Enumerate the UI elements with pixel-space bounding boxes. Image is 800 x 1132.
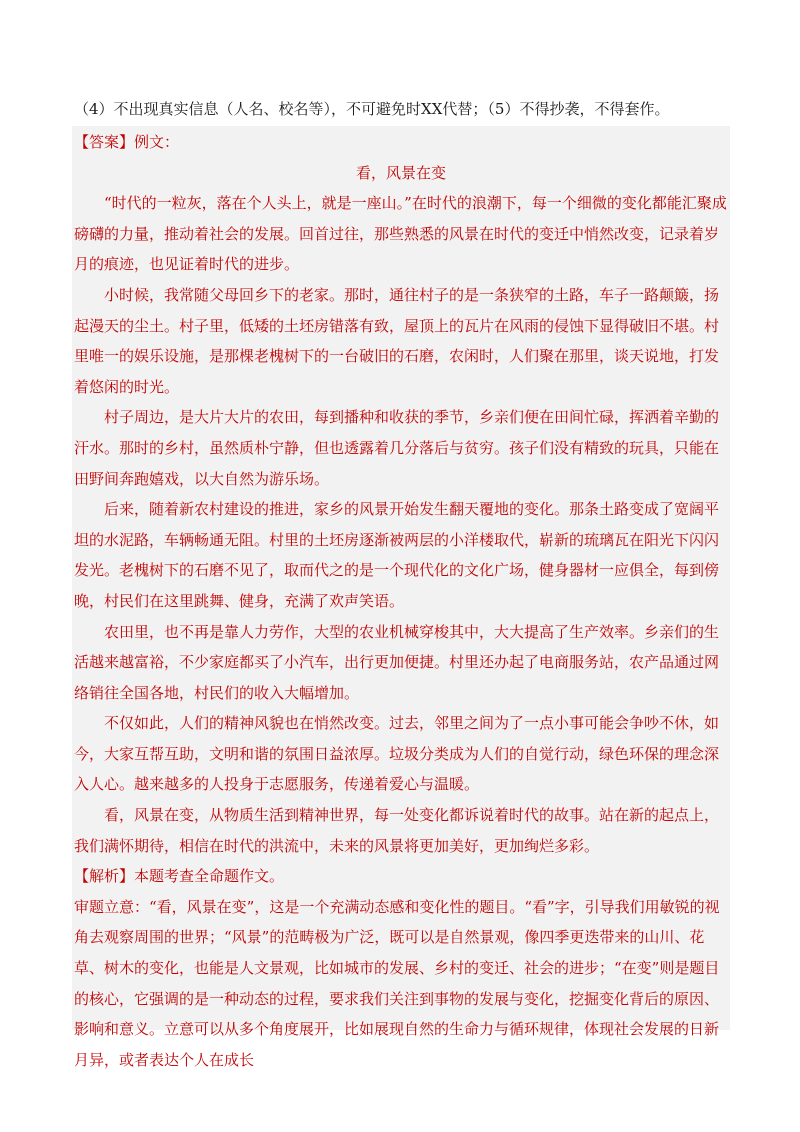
essay-title: 看，风景在变 — [355, 163, 446, 182]
essay-paragraph: 后来，随着新农村建设的推进，家乡的风景开始发生翻天覆地的变化。那条土路变成了宽阔平坦的水泥路，车辆畅通无阻。村里的土坯房逐渐被两层的小洋楼取代，崭新的琉璃瓦在阳光下闪闪发光。老槐树下的石磨不见了，取而代之的是一个现代化的文化广场，健身器材一应俱全，每到傍晚，村民们在这里跳舞、健身，充满了欢声笑语。 — [74, 500, 720, 610]
answer-header — [74, 127, 728, 158]
answer-label: 【答案】 — [74, 133, 135, 151]
essay-paragraph: 小时候，我常随父母回乡下的老家。那时，通往村子的是一条狭窄的土路，车子一路颠簸，扬起漫天的尘土。村子里，低矮的土坯房错落有致，屋顶上的瓦片在风雨的侵蚀下显得破旧不堪。村里唯一的娱乐设施，是那棵老槐树下的一台破旧的石磨，农闲时，人们聚在那里，谈天说地，打发着悠闲的时光。 — [74, 285, 720, 396]
essay-paragraph: 看，风景在变，从物质生活到精神世界，每一处变化都诉说着时代的故事。站在新的起点上，我们满怀期待，相信在时代的洪流中，未来的风景将更加美好，更加绚烂多彩。 — [74, 806, 720, 855]
essay-paragraph: 农田里，也不再是靠人力劳作，大型的农业机械穿梭其中，大大提高了生产效率。乡亲们的生活越来越富裕，不少家庭都买了小汽车，出行更加便捷。村里还办起了电商服务站，农产品通过网络销往全国各地，村民们的收入大幅增加。 — [74, 622, 720, 702]
analysis-intro: 本题考查全命题作文。 — [134, 867, 285, 886]
analysis-header — [74, 861, 728, 892]
answer-intro: 例文： — [134, 133, 180, 151]
analysis-label: 【解析】 — [74, 867, 135, 886]
answer-content — [74, 127, 728, 1075]
analysis-text: 审题立意：“看，风景在变”，这是一个充满动态感和变化性的题目。“看”字，引导我们用敏锐的视角去观察周围的世界；“风景”的范畴极为广泛，既可以是自然景观，像四季更迭带来的山川、花草、树木的变化，也能是人文景观，比如城市的发展、乡村的变迁、社会的进步；“在变”则是题目的核心，它强调的是一种动态的过程，要求我们关注到事物的发展与变化，挖掘变化背后的原因、影响和意义。立意可以从多个角度展开，比如展现自然的生命力与循环规律，体现社会发展的日新月异，或者表达个人在成长 — [74, 897, 720, 1069]
requirements-line: （4）不出现真实信息（人名、校名等），不可避免时XX代替；（5）不得抄袭，不得套作。 — [74, 100, 670, 118]
essay-paragraph: “时代的一粒灰，落在个人头上，就是一座山。”在时代的浪潮下，每一个细微的变化都能汇聚成磅礴的力量，推动着社会的发展。回首过往，那些熟悉的风景在时代的变迁中悄然改变，记录着岁月的痕迹，也见证着时代的进步。 — [74, 194, 727, 274]
essay-paragraph: 村子周边，是大片大片的农田，每到播种和收获的季节，乡亲们便在田间忙碌，挥洒着辛勤的汗水。那时的乡村，虽然质朴宁静，但也透露着几分落后与贫穷。孩子们没有精致的玩具，只能在田野间奔跑嬉戏，以大自然为游乐场。 — [74, 408, 720, 488]
essay-paragraph: 不仅如此，人们的精神风貌也在悄然改变。过去，邻里之间为了一点小事可能会争吵不休，如今，大家互帮互助，文明和谐的氛围日益浓厚。垃圾分类成为人们的自觉行动，绿色环保的理念深入人心。越来越多的人投身于志愿服务，传递着爱心与温暖。 — [74, 714, 720, 794]
